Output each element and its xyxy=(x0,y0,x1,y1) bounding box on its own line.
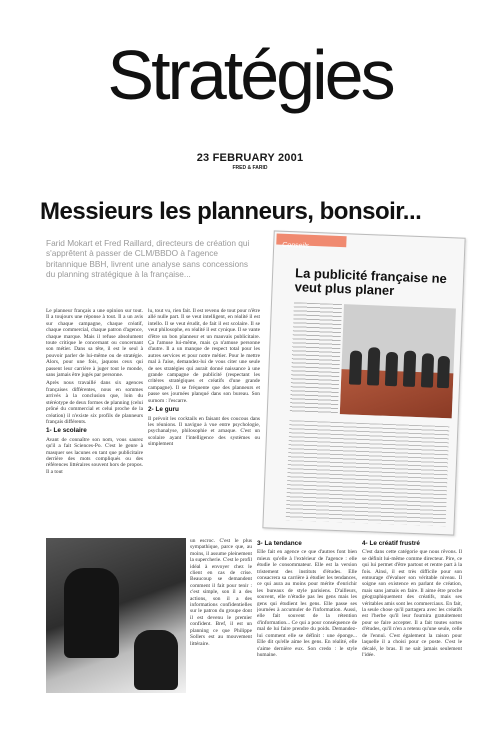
column-5 xyxy=(362,538,462,738)
paragraph: un escroc. C'est le plus sympathique, parce que, au moins, il assume pleinement la supercherie. C'est le profil idéal à envoyer chez le client en cas de crise. Beaucoup se demandent comment il fait pour tenir : c'est simple, son il a des actions, son il a des informations confidentielles sur le patron du groupe dont il est devenu le premier confident. Bref, il est un planning ce que Philippe Sollers est au mouvement littéraire. xyxy=(190,538,252,647)
column-3 xyxy=(190,538,252,738)
lede: Farid Mokart et Fred Raillard, directeurs de création qui s'apprêtent à passer de CLM/BBDO à l'agence britannique BBH, livrent une analyse sans concessions du planning stratégique à la française... xyxy=(46,238,250,280)
section-heading: 1- Le scolaire xyxy=(46,427,87,435)
inset-title: La publicité française ne veut plus planer xyxy=(294,265,448,298)
paragraph: Elle fait en agence ce que d'autres font bien mieux qu'elle à l'extérieur de l'agence : elle étudie le consommateur. Elle est la version tristement des instituts d'études. Elle consacrera sa carrière à étudier les tendances, ce qui aura au moins pour mérite d'enrichir les bureaux de style parisiens. D'ailleurs, souvent, elle n'étudie pas les gens mais les gens qui étudient les gens. Elle passe ses journées à accumuler de l'information. Aussi, elle fait souvent de la rétention d'information... Ce qui a pour conséquence de mal de lui faire prendre du poids. Demandez-lui comment elle se définit : une éponge... Elle dit qu'elle aime les gens. En réalité, elle s'aime dernière eux. Son credo : le style humaine. xyxy=(257,549,357,658)
section-heading: 3- La tendance xyxy=(257,540,302,547)
magazine-inset xyxy=(262,230,465,535)
byline-credit: FRED & FARID xyxy=(232,165,268,171)
paragraph: Après nous travaillé dans six agences françaises différentes, nous en sommes arrivés à la conclusion que, loin du stéréotype de deux formes de planning (celui prôné du commercial et celui proche de la création) il n'existe six profils de planneurs français différents. xyxy=(46,380,143,425)
inset-column-text xyxy=(290,302,342,414)
column-2 xyxy=(148,308,260,536)
inset-tab-label: Conseils xyxy=(282,241,310,250)
section-heading: 4- Le créatif frustré xyxy=(362,540,420,547)
column-1 xyxy=(46,308,143,536)
paragraph: Le planneur français a une opinion sur tout. Il a toujours une réponse à tout. Il a un avis sur chaque campagne, chaque créatif, chaque commercial, chaque patron d'agence, chaque marque. Mais il refuse absolument toute critique le concernant ou concernant son métier. Dans sa tête, il est le seul à pouvoir parler de lui-même ou de stratégie. Alors, pour une fois, jaquons ceux qui passent leur carrière à juger tout le monde, sans jamais être jugés par personne. xyxy=(46,308,143,379)
paragraph: lu, tout vu, rien fait. Il est revenu de tout pour n'être allé nulle part. Il se veut intelligent, en réalité il est intello. Il se veut érudit, de fait il est scolaire. Il se veut philosophe, en réalité il est cynique. Il se vante d'être un bon planneur et un mauvais publicitaire. Ça l'amuse lui-même, mais ça n'amuse personne d'autre. Il a un manque de respect total pour les autres services et pour notre métier. Pour le mettre mal à l'aise, demandez-lui de vous citer une seule de ses stratégies qui aurait donné naissance à une grande campagne de publicité (respectant les critères stratégiques et créatifs d'une grande campagne). Il se fréquente que des planneurs et passe ses journées planqué dans son bureau. Son surnom : l'escarre. xyxy=(148,308,260,404)
headline: Messieurs les planneurs, bonsoir... xyxy=(40,198,422,225)
inset-photo xyxy=(340,304,456,418)
paragraph: Il prévoit les cocktails en faisant des coucous dans les réunions. Il navigue à vue entre psychologie, psychanalyse, philosophie et arnaque. C'est un scolaire ayant l'intelligence des systèmes ou simplement xyxy=(148,415,260,448)
masthead: Stratégies xyxy=(107,36,393,114)
paragraph: Avant de connaître son nom, vous saurez qu'il a fait Sciences-Po. C'est le genre à masquer ses lacunes en tant que publicitaire derrière des mots compliqués ou des références littéraires souvent hors de propos. Il a tout xyxy=(46,436,143,475)
inset-section-tab xyxy=(276,234,346,248)
article-photo xyxy=(46,538,186,693)
section-heading: 2- Le guru xyxy=(148,406,179,414)
inset-body-text xyxy=(286,420,450,526)
paragraph: C'est dans cette catégorie que nous rêvons. Il se définit lui-même comme directeur. Pire, ce qui lui permet d'être partout et rentre part à la fois. Ainsi, il est très difficile pour son entourage d'évaluer son véritable niveau. Il soigne son existence en parlant de création, mais sans jamais en faire. Il aime être proche géographiquement des créatifs, mais ses véritables amis sont les commerciaux. En fait, la seule chose qu'il partagera avec les créatifs est l'herbe qu'il leur fournira gratuitement pour se faire accepter. Il a fait toutes sortes d'études, qu'il n'en a retenu qu'une seule, celle de l'ennui. C'est également la raison pour laquelle il a choisi pour ce poste. C'est le décalé, le bras. Il ne sait jamais seulement l'idée. xyxy=(362,549,462,658)
publication-date: 23 FEBRUARY 2001 xyxy=(196,152,304,164)
column-4 xyxy=(257,538,357,738)
